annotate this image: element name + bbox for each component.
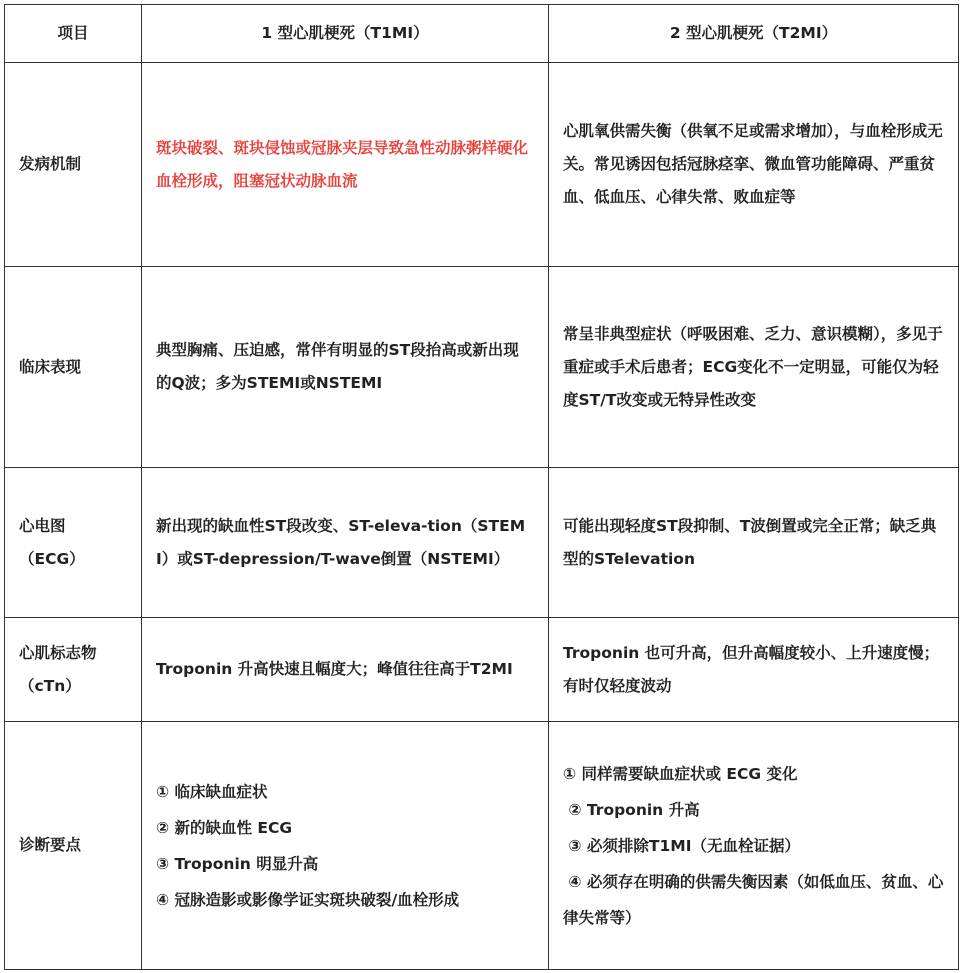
t2mi-cell: 可能出现轻度ST段抑制、T波倒置或完全正常；缺乏典型的STelevation [549, 468, 959, 618]
row-label [5, 468, 142, 618]
t1mi-cell: 典型胸痛、压迫感，常伴有明显的ST段抬高或新出现的Q波；多为STEMI或NSTEMI [142, 267, 549, 468]
row-label [5, 267, 142, 468]
t2mi-cell [549, 722, 959, 970]
table-row-clinical [5, 267, 959, 468]
t1mi-cell: Troponin 升高快速且幅度大；峰值往往高于T2MI [142, 618, 549, 722]
row-label-text: 诊断要点 [19, 836, 82, 854]
list-item: ④ 必须存在明确的供需失衡因素（如低血压、贫血、心律失常等） [563, 872, 944, 927]
row-label [5, 722, 142, 970]
list-item: ③ Troponin 明显升高 [156, 854, 319, 873]
mi-comparison-table [4, 4, 959, 970]
row-label [5, 618, 142, 722]
row-label-text: 临床表现 [19, 357, 82, 376]
comparison-table-container [4, 4, 959, 970]
row-label-text: 心电图 [19, 516, 66, 535]
table-row-biomarker [5, 618, 959, 722]
row-label [5, 63, 142, 267]
list-item: ④ 冠脉造影或影像学证实斑块破裂/血栓形成 [156, 890, 460, 909]
row-label-subtext: （ECG） [19, 549, 85, 568]
list-item: ② Troponin 升高 [563, 800, 700, 819]
list-item: ① 临床缺血症状 [156, 782, 268, 801]
list-item: ③ 必须排除T1MI（无血栓证据） [563, 836, 800, 855]
t2mi-cell: 心肌氧供需失衡（供氧不足或需求增加），与血栓形成无关。常见诱因包括冠脉痉挛、微血管功能障碍、严重贫血、低血压、心律失常、败血症等 [549, 63, 959, 267]
row-label-text: 发病机制 [19, 155, 82, 173]
t1mi-cell [142, 722, 549, 970]
t2mi-cell: Troponin 也可升高，但升高幅度较小、上升速度慢；有时仅轻度波动 [549, 618, 959, 722]
table-header-row [5, 5, 959, 63]
t1mi-cell: 新出现的缺血性ST段改变、ST-eleva‐tion（STEMI）或ST-depression/T-wave倒置（NSTEMI） [142, 468, 549, 618]
t1mi-cell: 斑块破裂、斑块侵蚀或冠脉夹层导致急性动脉粥样硬化血栓形成，阻塞冠状动脉血流 [142, 63, 549, 267]
header-item: 项目 [5, 5, 142, 63]
table-row-pathogenesis [5, 63, 959, 267]
list-item: ① 同样需要缺血症状或 ECG 变化 [563, 764, 798, 783]
row-label-subtext: （cTn） [19, 676, 81, 695]
t2mi-cell: 常呈非典型症状（呼吸困难、乏力、意识模糊），多见于重症或手术后患者；ECG变化不一定明显，可能仅为轻度ST/T改变或无特异性改变 [549, 267, 959, 468]
row-label-text: 心肌标志物 [19, 643, 97, 662]
table-row-diagnosis [5, 722, 959, 970]
header-t2mi: 2 型心肌梗死（T2MI） [549, 5, 959, 63]
list-item: ② 新的缺血性 ECG [156, 818, 293, 837]
header-t1mi: 1 型心肌梗死（T1MI） [142, 5, 549, 63]
table-row-ecg [5, 468, 959, 618]
